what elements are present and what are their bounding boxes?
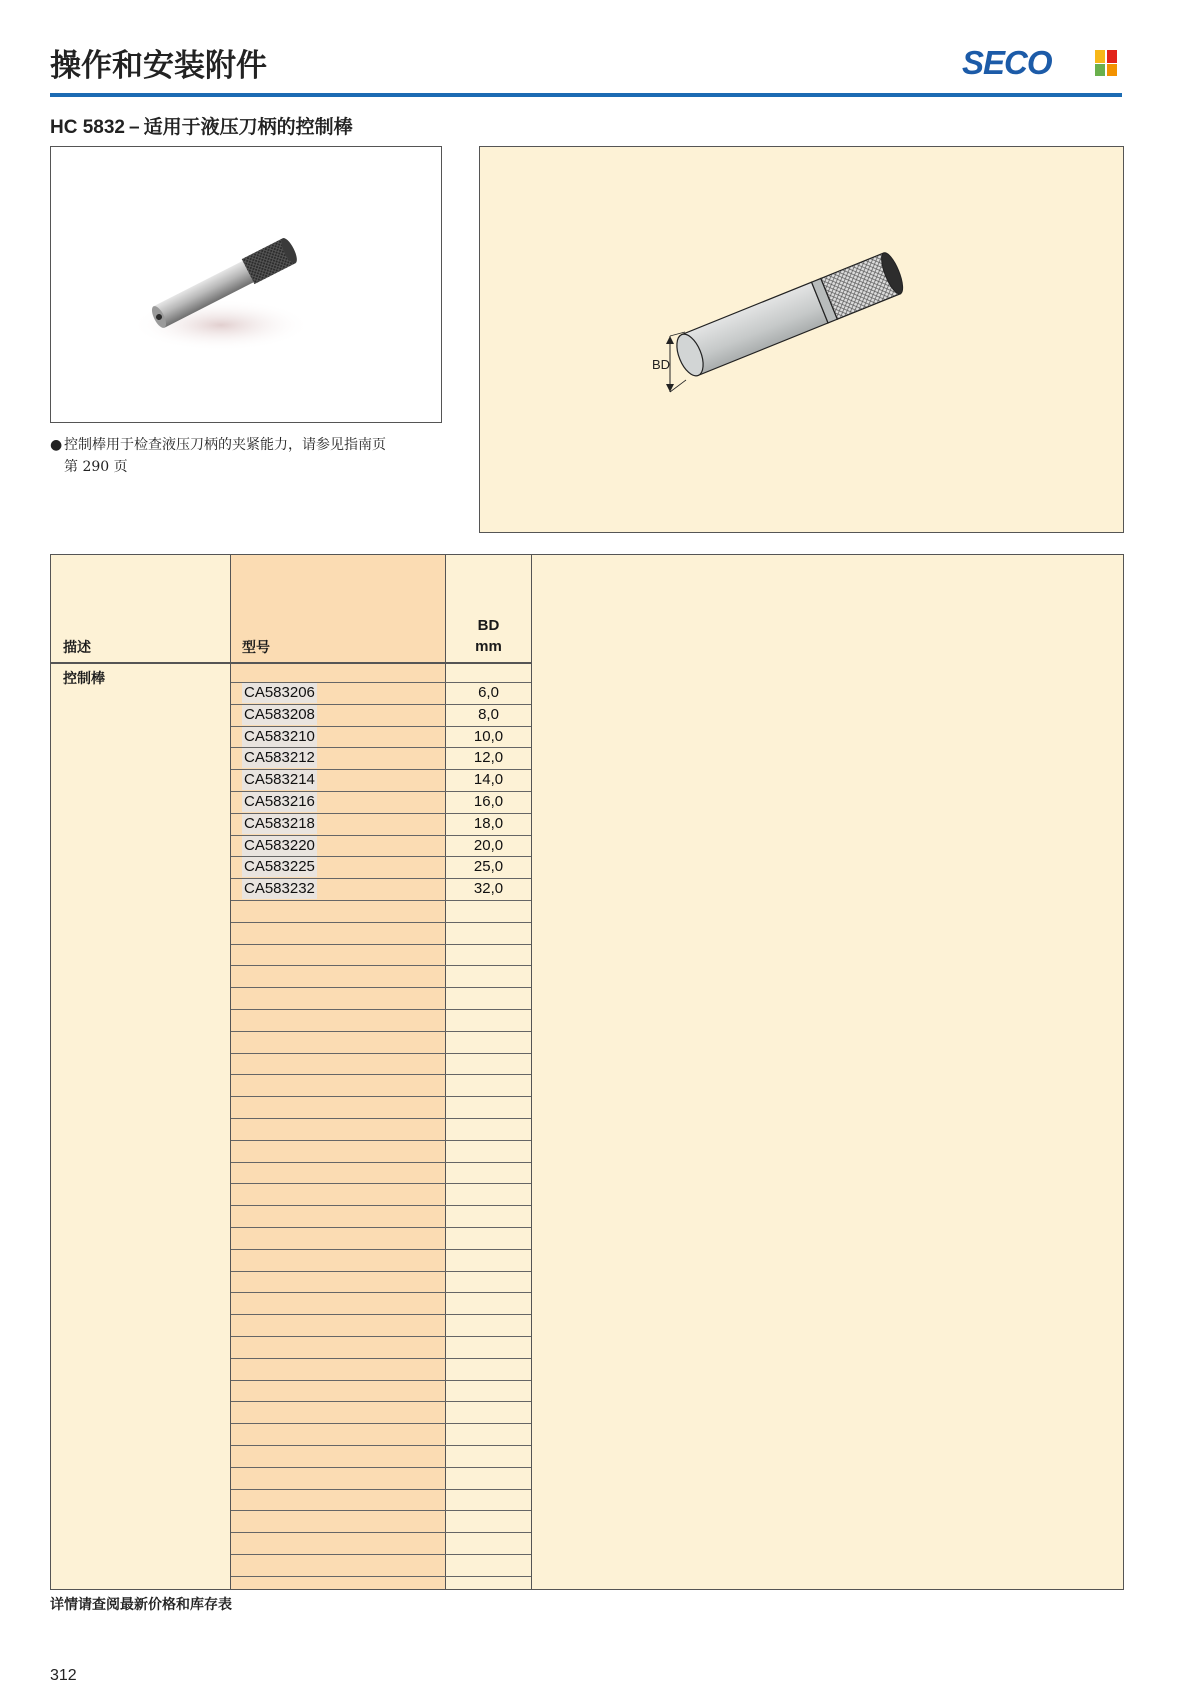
table-row-code: CA583210 (244, 727, 315, 745)
logo-text: SECO (962, 44, 1052, 81)
subtitle-separator: – (129, 117, 140, 138)
table-row-bd: 6,0 (478, 684, 499, 701)
table-grid-line (231, 1162, 531, 1163)
table-grid-line (231, 1096, 531, 1097)
table-row-bd: 20,0 (473, 836, 504, 854)
table-row-bd: 25,0 (473, 858, 504, 876)
header-rule (50, 93, 1122, 97)
table-row-code: CA583212 (244, 749, 315, 767)
table-grid-line (231, 1380, 531, 1381)
header-bd (446, 615, 531, 657)
control-bar-photo-icon (51, 147, 441, 422)
header-divider (51, 662, 531, 664)
page-number: 312 (50, 1667, 77, 1684)
table-grid-line (231, 1314, 531, 1315)
usage-note (50, 434, 450, 478)
table-row-code: CA583220 (244, 836, 315, 854)
table-grid-line (231, 1031, 531, 1032)
table-grid-line (231, 1532, 531, 1533)
logo-mark-icon (1095, 50, 1117, 76)
arrow-down-icon (666, 384, 674, 392)
footnote: 详情请查阅最新价格和库存表 (50, 1597, 232, 1613)
product-photo (50, 146, 442, 423)
table-grid-line (231, 1118, 531, 1119)
table-grid-line (231, 1489, 531, 1490)
table-grid-line (231, 1445, 531, 1446)
dimension-label: BD (652, 357, 671, 372)
note-line-1: 控制棒用于检查液压刀柄的夹紧能力，请参见指南页 (64, 437, 386, 453)
table-grid-line (231, 1183, 531, 1184)
product-subtitle (50, 112, 353, 139)
table-row-bd: 14,0 (473, 771, 504, 789)
header-type: 型号 (242, 640, 270, 656)
header-bd-label: BD (477, 617, 500, 634)
table-grid-line (231, 1205, 531, 1206)
table-grid-line (231, 900, 531, 901)
table-row-code: CA583218 (244, 814, 315, 832)
table-row-code: CA583206 (244, 684, 315, 701)
table-grid-line (231, 1401, 531, 1402)
table-grid-line (231, 944, 531, 945)
bullet-icon: ● (50, 437, 63, 453)
table-grid-line (231, 1336, 531, 1337)
seco-logo (962, 46, 1122, 80)
table-grid-line (231, 965, 531, 966)
table-row-bd: 10,0 (473, 727, 504, 745)
table-row-bd: 16,0 (473, 793, 504, 810)
product-name: 适用于液压刀柄的控制棒 (143, 116, 353, 138)
table-grid-line (231, 1053, 531, 1054)
product-code: HC 5832 (50, 117, 125, 138)
table-grid-line (231, 1227, 531, 1228)
table-grid-line (231, 1009, 531, 1010)
table-grid-line (231, 1140, 531, 1141)
column-description (51, 555, 231, 1589)
table-grid-line (231, 1074, 531, 1075)
table-grid-line (231, 1467, 531, 1468)
page-title: 操作和安装附件 (50, 48, 267, 84)
table-grid-line (231, 1249, 531, 1250)
table-grid-line (231, 987, 531, 988)
technical-drawing (479, 146, 1124, 533)
note-line-2: 第 290 页 (64, 459, 128, 475)
table-row-code: CA583216 (244, 793, 315, 810)
table-grid-line (231, 1271, 531, 1272)
table-row-bd: 18,0 (473, 814, 504, 832)
table-row-code: CA583232 (244, 880, 315, 898)
table-grid-line (231, 1292, 531, 1293)
table-grid-line (231, 1423, 531, 1424)
header-description: 描述 (63, 640, 91, 656)
table-row-bd: 8,0 (478, 705, 499, 723)
table-grid-line (231, 1554, 531, 1555)
table-grid-line (231, 1358, 531, 1359)
table-grid-line (231, 1576, 531, 1577)
product-table (50, 554, 1124, 1590)
group-label: 控制棒 (63, 671, 105, 687)
table-row-bd: 32,0 (473, 880, 504, 898)
table-grid-line (231, 922, 531, 923)
table-row-code: CA583225 (244, 858, 315, 876)
header-bd-unit: mm (475, 638, 502, 655)
control-bar-drawing-icon (672, 250, 907, 379)
table-row-code: CA583214 (244, 771, 315, 789)
table-row-code: CA583208 (244, 705, 315, 723)
table-row-bd: 12,0 (473, 749, 504, 767)
table-grid-line (231, 1510, 531, 1511)
arrow-up-icon (666, 336, 674, 344)
